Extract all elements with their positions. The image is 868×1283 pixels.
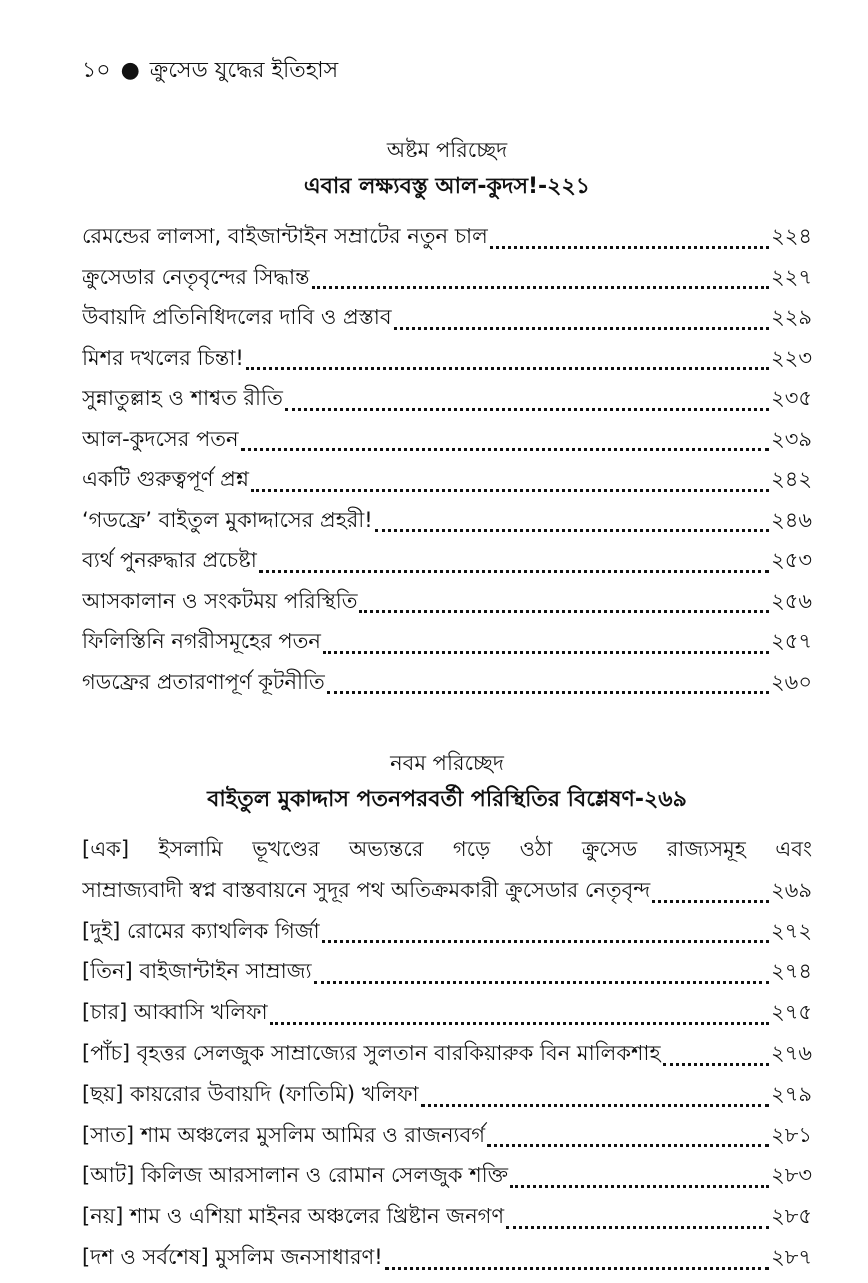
dot-leader [327, 691, 769, 694]
book-title: ক্রুসেড যুদ্ধের ইতিহাস [149, 58, 339, 83]
toc-entry-page: ২৭৪ [771, 959, 812, 984]
toc-entry [82, 545, 812, 586]
toc-entry [82, 302, 812, 343]
dot-leader [506, 1226, 769, 1229]
dot-leader [385, 1267, 769, 1270]
toc-entry [82, 586, 812, 627]
chapter-title: বাইতুল মুকাদ্দাস পতনপরবর্তী পরিস্থিতির বিশ্লেষণ-২৬৯ [207, 787, 687, 812]
toc-entry-page: ২৭২ [771, 918, 812, 943]
toc-entry-title: [দুই] রোমের ক্যাথলিক গির্জা [82, 918, 320, 943]
chapter-eight [82, 135, 812, 707]
toc-entry-page: ২৭৫ [771, 1000, 812, 1025]
toc-entry-title: [নয়] শাম ও এশিয়া মাইনর অঞ্চলের খ্রিষ্টান জনগণ [82, 1204, 505, 1229]
toc-entry-page: ২২৩ [771, 345, 812, 370]
toc-entry-page: ২৫৬ [771, 588, 812, 613]
dot-leader [323, 651, 769, 654]
dot-leader [314, 981, 769, 984]
toc-entry-title: ব্যর্থ পুনরুদ্ধার প্রচেষ্টা [82, 548, 257, 572]
toc-entry-page: ২৫৭ [771, 629, 812, 653]
toc-entry-title: ক্রুসেডার নেতৃবৃন্দের সিদ্ধান্ত [82, 264, 310, 289]
toc-entry-page: ২৩৯ [771, 426, 812, 451]
toc-entry-page: ২৮১ [771, 1122, 812, 1147]
toc-entry-title-continued: সাম্রাজ্যবাদী স্বপ্ন বাস্তবায়নে সুদূর পথ অতিক্রমকারী ক্রুসেডার নেতৃবৃন্দ [82, 877, 651, 902]
toc-entry-title: গডফ্রের প্রতারণাপূর্ণ কূটনীতি [82, 669, 325, 694]
dot-leader [312, 286, 770, 289]
toc-entry-title: [দশ ও সর্বশেষ] মুসলিম জনসাধারণ! [82, 1244, 383, 1269]
dot-leader [259, 570, 769, 573]
bullet-icon: ● [120, 58, 140, 83]
toc-entry [82, 1038, 812, 1079]
toc-entry [82, 343, 812, 384]
toc-entry-page: ২৬৯ [771, 877, 812, 902]
dot-leader [490, 246, 769, 249]
toc-entry-page: ২৪২ [771, 467, 812, 491]
toc-entry-title: আল-কুদসের পতন [82, 426, 239, 451]
toc-entry-title: একটি গুরুত্বপূর্ণ প্রশ্ন [82, 467, 249, 491]
toc-entry [82, 875, 812, 916]
chapter-label: নবম পরিচ্ছেদ [390, 751, 504, 775]
toc-entry [82, 424, 812, 465]
chapter-title: এবার লক্ষ্যবস্তু আল-কুদস!-২২১ [303, 174, 591, 199]
toc-entry-title: রেমন্ডের লালসা, বাইজান্টাইন সম্রাটের নতুন চাল [82, 224, 488, 248]
toc-entry-page: ২৮৫ [771, 1204, 812, 1229]
dot-leader [241, 448, 770, 451]
toc-entry-title: [আট] কিলিজ আরসালান ও রোমান সেলজুক শক্তি [82, 1163, 509, 1188]
toc-entry [82, 916, 812, 957]
toc-entry-title: ‘গডফ্রে’ বাইতুল মুকাদ্দাসের প্রহরী! [82, 507, 373, 532]
toc-entry-page: ২৪৬ [771, 507, 812, 532]
toc-entry-title: ফিলিস্তিনি নগরীসমূহের পতন [82, 629, 321, 653]
dot-leader [251, 489, 769, 492]
toc-entry-title: আসকালান ও সংকটময় পরিস্থিতি [82, 588, 358, 613]
toc-entry-title: [পাঁচ] বৃহত্তর সেলজুক সাম্রাজ্যের সুলতান বারকিয়ারুক বিন মালিকশাহ [82, 1040, 661, 1065]
toc-entry [82, 667, 812, 708]
dot-leader [421, 1104, 769, 1107]
toc-entry [82, 1079, 812, 1120]
toc-entry-page: ২২৭ [771, 264, 812, 289]
toc-entry-page: ২৬০ [771, 669, 812, 694]
toc-entry [82, 1242, 812, 1283]
toc-entry [82, 505, 812, 546]
toc-entry-title: [এক] ইসলামি ভূখণ্ডের অভ্যন্তরে গড়ে ওঠা ক্রুসেড রাজ্যসমূহ এবং [82, 837, 812, 861]
toc-entry-title: [সাত] শাম অঞ্চলের মুসলিম আমির ও রাজন্যবর্গ [82, 1122, 486, 1147]
dot-leader [663, 1063, 769, 1066]
toc-entry [82, 262, 812, 303]
toc-entry-page: ২৫৩ [771, 548, 812, 572]
dot-leader [510, 1185, 769, 1188]
toc-entry [82, 464, 812, 505]
toc-entry-title: মিশর দখলের চিন্তা! [82, 345, 244, 370]
toc-entry [82, 221, 812, 262]
dot-leader [270, 1022, 769, 1025]
chapter-nine [82, 748, 812, 1283]
toc-entry-title: [ছয়] কায়রোর উবায়দি (ফাতিমি) খলিফা [82, 1081, 419, 1106]
running-head [82, 56, 338, 86]
toc-entry-first-line [82, 834, 812, 875]
dot-leader [375, 529, 769, 532]
toc-entry [82, 997, 812, 1038]
toc-entry [82, 1201, 812, 1242]
toc-list [82, 834, 812, 1283]
toc-entry-page: ২২৯ [771, 305, 812, 329]
page-number: ১০ [82, 58, 111, 83]
toc-entry [82, 383, 812, 424]
toc-entry-page: ২৭৯ [771, 1081, 812, 1106]
toc-entry [82, 1160, 812, 1201]
toc-entry [82, 1120, 812, 1161]
toc-entry-title: উবায়দি প্রতিনিধিদলের দাবি ও প্রস্তাব [82, 305, 392, 329]
toc-entry [82, 626, 812, 667]
dot-leader [487, 1144, 769, 1147]
toc-entry-title: [চার] আব্বাসি খলিফা [82, 1000, 268, 1025]
dot-leader [285, 408, 769, 411]
chapter-label: অষ্টম পরিচ্ছেদ [386, 138, 508, 162]
dot-leader [394, 327, 770, 330]
toc-list [82, 221, 812, 707]
toc-entry-page: ২৩৫ [771, 386, 812, 410]
toc-entry-title: সুন্নাতুল্লাহ ও শাশ্বত রীতি [82, 386, 283, 410]
toc-entry-page: ২৭৬ [771, 1040, 812, 1065]
dot-leader [359, 610, 769, 613]
toc-entry-title: [তিন] বাইজান্টাইন সাম্রাজ্য [82, 959, 312, 984]
dot-leader [652, 900, 769, 903]
dot-leader [246, 367, 769, 370]
toc-entry-page: ২৮৭ [771, 1244, 812, 1269]
toc-entry [82, 956, 812, 997]
toc-entry-page: ২৮৩ [771, 1163, 812, 1188]
dot-leader [322, 940, 769, 943]
toc-entry-page: ২২৪ [771, 224, 812, 248]
